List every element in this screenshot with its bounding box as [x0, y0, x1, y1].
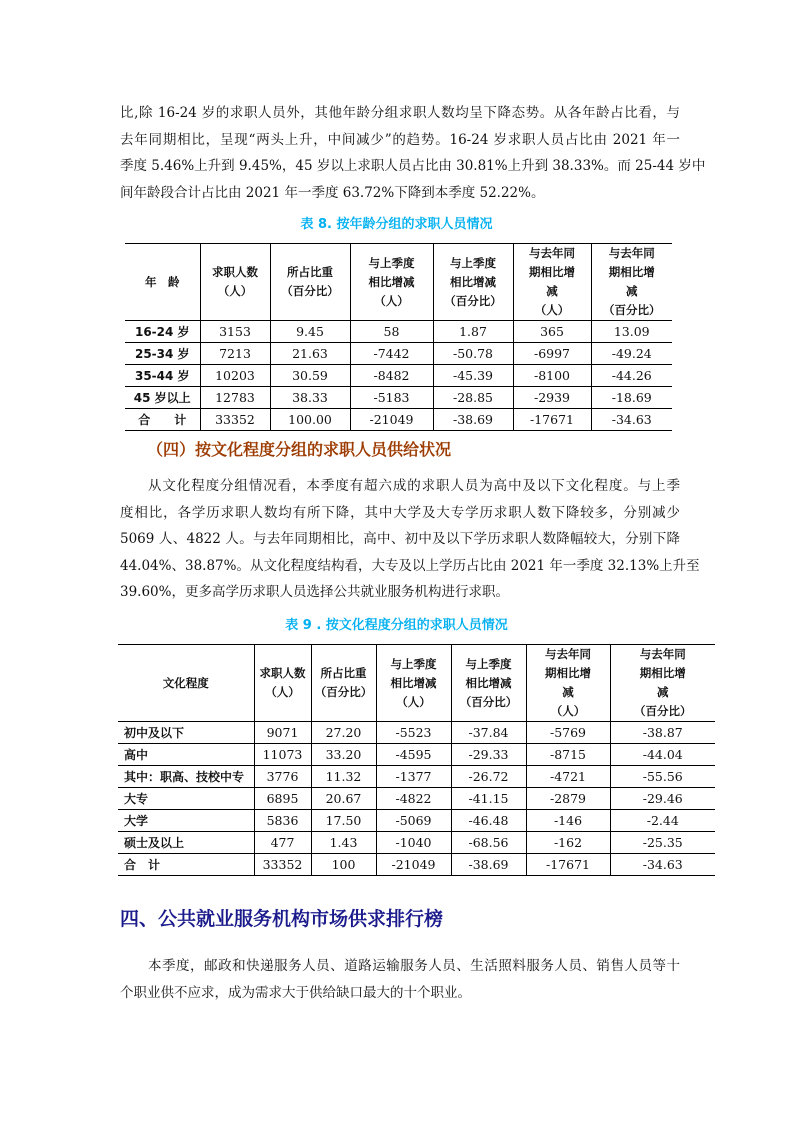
- paragraph-education-analysis: [120, 473, 700, 606]
- table-cell: -38.87: [610, 722, 715, 744]
- table-cell: 1.87: [433, 321, 513, 343]
- table-age-groups: [125, 243, 672, 431]
- text-line: 44.04%、38.87%。从文化程度结构看，大专及以上学历占比由 2021 年一季度 32.13%上升至: [120, 557, 700, 574]
- col-header: 与上季度 相比增减 （人）: [350, 244, 433, 321]
- table-cell: -2939: [513, 387, 591, 409]
- table-cell: -21049: [350, 409, 433, 431]
- table-cell: 17.50: [311, 810, 376, 832]
- table-cell: -17671: [513, 409, 591, 431]
- table-cell: -25.35: [610, 832, 715, 854]
- table-row: [118, 854, 715, 876]
- table-cell: 12783: [200, 387, 270, 409]
- table-cell: -5069: [376, 810, 451, 832]
- col-header: 求职人数 （人）: [254, 645, 311, 722]
- text-line: 本季度，邮政和快递服务人员、道路运输服务人员、生活照料服务人员、销售人员等十: [148, 958, 680, 974]
- table-cell: 11.32: [311, 766, 376, 788]
- table-cell: -8482: [350, 365, 433, 387]
- row-label: 高中: [118, 744, 254, 766]
- col-header: 与上季度 相比增减 （人）: [376, 645, 451, 722]
- col-header: 与去年同 期相比增 减 （百分比）: [591, 244, 672, 321]
- row-label: 35-44 岁: [125, 365, 200, 387]
- table-cell: -38.69: [451, 854, 526, 876]
- table-cell: -8100: [513, 365, 591, 387]
- table-cell: -45.39: [433, 365, 513, 387]
- col-header: 求职人数 （人）: [200, 244, 270, 321]
- table-cell: 6895: [254, 788, 311, 810]
- table-cell: -44.04: [610, 744, 715, 766]
- section-heading-education: （四）按文化程度分组的求职人员供给状况: [147, 440, 452, 459]
- table-cell: -34.63: [610, 854, 715, 876]
- col-header: 与上季度 相比增减 （百分比）: [433, 244, 513, 321]
- table-cell: -17671: [526, 854, 610, 876]
- table-cell: -41.15: [451, 788, 526, 810]
- text-line: 39.60%，更多高学历求职人员选择公共就业服务机构进行求职。: [120, 584, 509, 600]
- table-row: [125, 321, 672, 343]
- row-label: 45 岁以上: [125, 387, 200, 409]
- table-row: [118, 788, 715, 810]
- table-cell: -34.63: [591, 409, 672, 431]
- table-cell: 20.67: [311, 788, 376, 810]
- table-cell: 3776: [254, 766, 311, 788]
- row-label: 大学: [118, 810, 254, 832]
- table-cell: 38.33: [270, 387, 350, 409]
- table-cell: 100: [311, 854, 376, 876]
- table-cell: -28.85: [433, 387, 513, 409]
- table-cell: -1377: [376, 766, 451, 788]
- table-cell: 477: [254, 832, 311, 854]
- table-education-groups: [118, 644, 715, 876]
- table-cell: 33.20: [311, 744, 376, 766]
- table-body: [118, 722, 715, 876]
- text-line: 个职业供不应求，成为需求大于供给缺口最大的十个职业。: [120, 984, 471, 1001]
- table-cell: -49.24: [591, 343, 672, 365]
- col-header: 与去年同 期相比增 减 （人）: [513, 244, 591, 321]
- table-cell: -46.48: [451, 810, 526, 832]
- table-cell: 7213: [200, 343, 270, 365]
- text-line: 季度 5.46%上升到 9.45%，45 岁以上求职人员占比由 30.81%上升到 38.33%。而 25-44 岁中: [120, 158, 706, 174]
- table-cell: 365: [513, 321, 591, 343]
- table-cell: 58: [350, 321, 433, 343]
- table-cell: -38.69: [433, 409, 513, 431]
- table-cell: -29.46: [610, 788, 715, 810]
- table-row: [125, 387, 672, 409]
- text-line: 5069 人、4822 人。与去年同期相比，高中、初中及以下学历求职人数降幅较大，分别下降: [120, 531, 680, 547]
- table8-caption: 表 8. 按年龄分组的求职人员情况: [300, 217, 493, 232]
- row-label: 大专: [118, 788, 254, 810]
- table-cell: -1040: [376, 832, 451, 854]
- table-cell: -7442: [350, 343, 433, 365]
- table-body: [125, 321, 672, 431]
- table-cell: 27.20: [311, 722, 376, 744]
- table-cell: -2879: [526, 788, 610, 810]
- text-line: 从文化程度分组情况看，本季度有超六成的求职人员为高中及以下文化程度。与上季: [148, 478, 680, 494]
- table-cell: -44.26: [591, 365, 672, 387]
- table-row: [125, 343, 672, 365]
- col-header: 与上季度 相比增减 （百分比）: [451, 645, 526, 722]
- row-label: 初中及以下: [118, 722, 254, 744]
- row-label: 硕士及以上: [118, 832, 254, 854]
- table-cell: -18.69: [591, 387, 672, 409]
- text-line: 去年同期相比，呈现“两头上升，中间减少”的趋势。16-24 岁求职人员占比由 2021 年一: [120, 131, 680, 148]
- table-row: [118, 810, 715, 832]
- table-cell: -6997: [513, 343, 591, 365]
- col-header: 所占比重 （百分比）: [311, 645, 376, 722]
- table-cell: 1.43: [311, 832, 376, 854]
- paragraph-rankings: [120, 953, 680, 1006]
- table-cell: -21049: [376, 854, 451, 876]
- table-cell: -37.84: [451, 722, 526, 744]
- table-row: [118, 744, 715, 766]
- table-header-row: [118, 645, 715, 722]
- col-header: 年 龄: [125, 244, 200, 321]
- row-label: 25-34 岁: [125, 343, 200, 365]
- table-cell: 5836: [254, 810, 311, 832]
- row-label: 合 计: [118, 854, 254, 876]
- table-cell: -8715: [526, 744, 610, 766]
- table-row: [125, 409, 672, 431]
- table-row: [118, 832, 715, 854]
- table-cell: 3153: [200, 321, 270, 343]
- table-cell: -4721: [526, 766, 610, 788]
- table-cell: 11073: [254, 744, 311, 766]
- table-cell: -5183: [350, 387, 433, 409]
- table-cell: -68.56: [451, 832, 526, 854]
- table9-caption: 表 9 . 按文化程度分组的求职人员情况: [285, 618, 508, 633]
- table-cell: -4822: [376, 788, 451, 810]
- table-cell: -26.72: [451, 766, 526, 788]
- text-line: 比,除 16-24 岁的求职人员外，其他年龄分组求职人数均呈下降态势。从各年龄占比看，与: [120, 105, 680, 121]
- table-cell: -50.78: [433, 343, 513, 365]
- col-header: 与去年同 期相比增 减 （百分比）: [610, 645, 715, 722]
- table-cell: -5523: [376, 722, 451, 744]
- table-cell: 9.45: [270, 321, 350, 343]
- text-line: 间年龄段合计占比由 2021 年一季度 63.72%下降到本季度 52.22%。: [120, 184, 545, 201]
- table-cell: 9071: [254, 722, 311, 744]
- table-cell: -2.44: [610, 810, 715, 832]
- table-header-row: [125, 244, 672, 321]
- col-header: 所占比重 （百分比）: [270, 244, 350, 321]
- table-cell: -162: [526, 832, 610, 854]
- table-cell: 30.59: [270, 365, 350, 387]
- paragraph-age-analysis: [120, 100, 706, 206]
- row-label: 其中：职高、技校中专: [118, 766, 254, 788]
- table-cell: -146: [526, 810, 610, 832]
- table-cell: 21.63: [270, 343, 350, 365]
- col-header: 文化程度: [118, 645, 254, 722]
- table-cell: 33352: [200, 409, 270, 431]
- table-row: [125, 365, 672, 387]
- table-cell: -29.33: [451, 744, 526, 766]
- text-line: 度相比，各学历求职人数均有所下降，其中大学及大专学历求职人数下降较多，分别减少: [120, 504, 680, 521]
- row-label: 合 计: [125, 409, 200, 431]
- table-cell: -55.56: [610, 766, 715, 788]
- table-cell: -4595: [376, 744, 451, 766]
- col-header: 与去年同 期相比增 减 （人）: [526, 645, 610, 722]
- table-cell: 33352: [254, 854, 311, 876]
- table-cell: 100.00: [270, 409, 350, 431]
- table-row: [118, 766, 715, 788]
- table-cell: 13.09: [591, 321, 672, 343]
- table-cell: -5769: [526, 722, 610, 744]
- table-row: [118, 722, 715, 744]
- row-label: 16-24 岁: [125, 321, 200, 343]
- chapter-heading-rankings: 四、公共就业服务机构市场供求排行榜: [120, 908, 444, 930]
- table-cell: 10203: [200, 365, 270, 387]
